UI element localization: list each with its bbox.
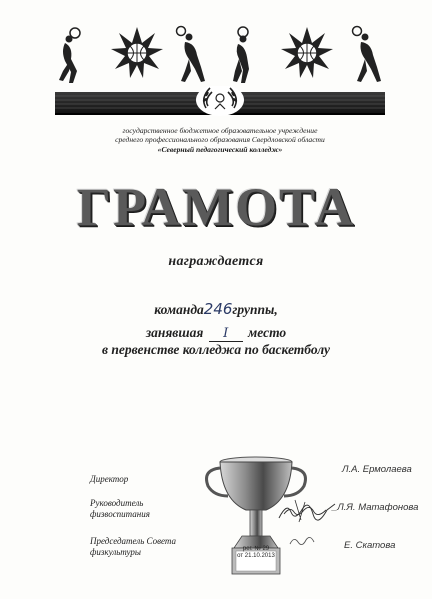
- laurel-banner-decoration: [55, 86, 385, 118]
- group-number-handwritten: 246: [203, 300, 233, 318]
- player-silhouette-icon: [233, 27, 249, 83]
- signatory-role-2: Руководитель физвоспитания: [90, 498, 150, 519]
- spiky-ball-icon: [281, 27, 333, 78]
- place-prefix: занявшая: [145, 325, 204, 340]
- basketball-players-decoration: [55, 25, 385, 87]
- org-line-3: «Северный педагогический колледж»: [157, 144, 283, 154]
- championship-line: в первенстве колледжа по баскетболу: [101, 342, 331, 357]
- basketball-decor-row: [55, 25, 385, 87]
- signature-scribble-3: [288, 534, 316, 550]
- signatory-name-3: Е. Скатова: [344, 540, 396, 551]
- organization-header: [60, 126, 380, 154]
- registration-stamp: [236, 546, 276, 560]
- header-banner: [55, 86, 385, 118]
- team-prefix: команда: [154, 302, 204, 317]
- spiky-ball-icon: [111, 27, 163, 78]
- certificate-title: ГРАМОТА: [76, 177, 356, 237]
- signatory-name-1: Л.А. Ермолаева: [342, 464, 412, 475]
- signature-scribble-2: [282, 502, 330, 520]
- player-silhouette-icon: [177, 27, 206, 83]
- team-suffix: группы,: [232, 302, 278, 317]
- signatory-role-3: Председатель Совета физкультуры: [90, 536, 177, 557]
- player-silhouette-icon: [59, 28, 80, 83]
- player-silhouette-icon: [353, 27, 382, 83]
- team-line: [0, 300, 432, 318]
- awarded-text: награждается: [168, 254, 264, 269]
- org-line-1: государственное бюджетное образовательное учреждение: [122, 126, 318, 135]
- place-value-handwritten: I: [223, 326, 229, 341]
- place-suffix: место: [248, 325, 287, 340]
- signatory-name-2: _Л.Я. Матафонова: [332, 502, 419, 513]
- registration-date: от 21.10.2013: [237, 553, 275, 559]
- place-blank: [209, 326, 243, 342]
- org-line-2: среднего профессионального образования Свердловской области: [115, 135, 325, 145]
- place-line: [0, 325, 432, 342]
- signatory-role-1: Директор: [90, 474, 129, 484]
- registration-number: рег. № 29: [242, 546, 270, 552]
